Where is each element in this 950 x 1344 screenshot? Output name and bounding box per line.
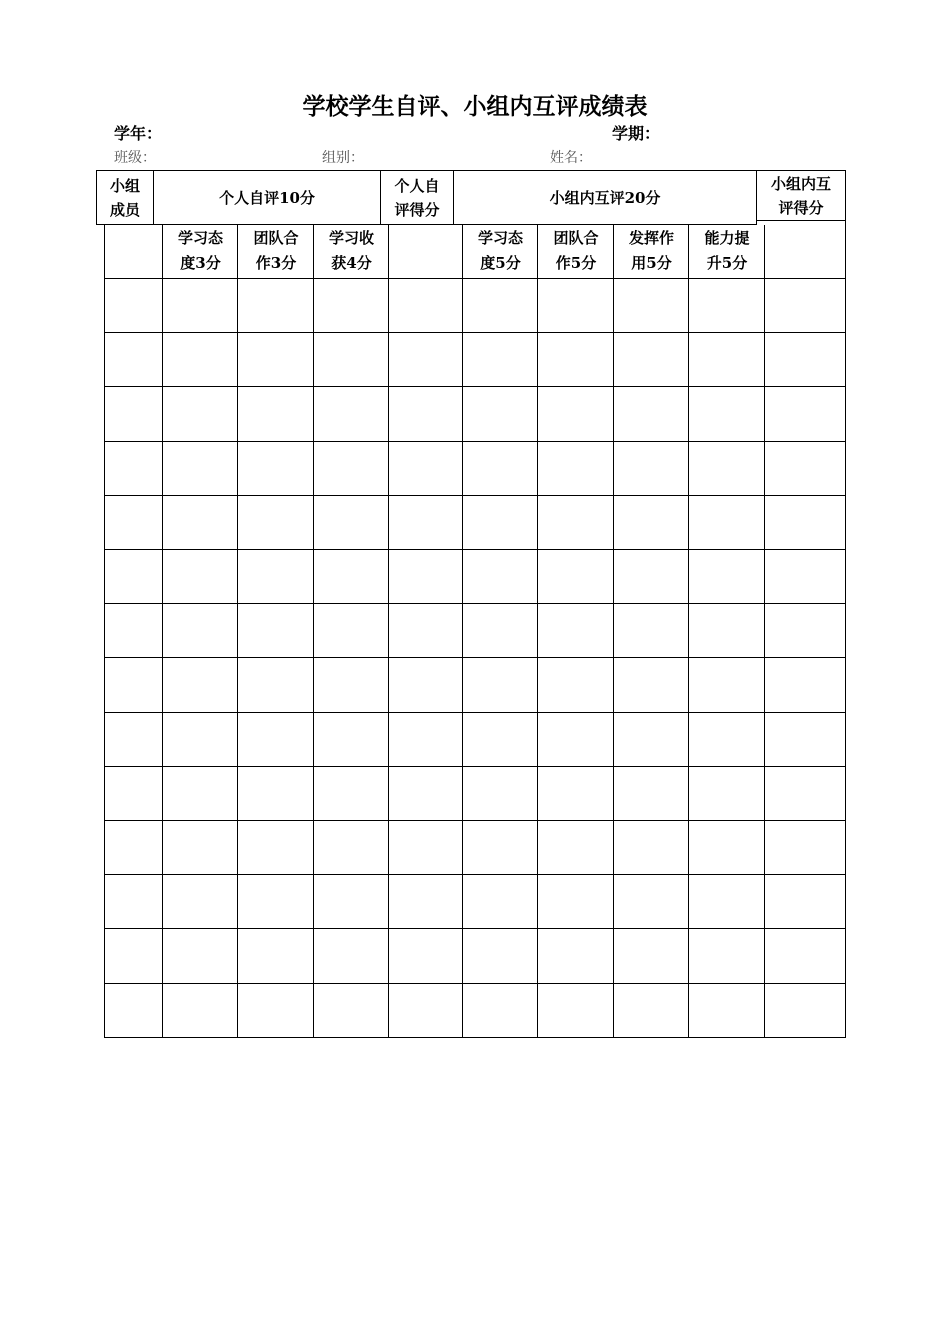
subheader-line: 度5分 — [480, 254, 521, 272]
table-cell[interactable] — [689, 767, 764, 820]
table-cell[interactable] — [765, 333, 845, 386]
table-cell[interactable] — [538, 821, 613, 874]
table-cell[interactable] — [238, 279, 313, 332]
table-cell[interactable] — [689, 821, 764, 874]
table-cell[interactable] — [389, 821, 462, 874]
table-cell[interactable] — [689, 387, 764, 440]
table-cell[interactable] — [105, 442, 162, 495]
subheader-line: 度3分 — [180, 254, 221, 272]
table-cell[interactable] — [163, 333, 237, 386]
term-label: 学期： — [612, 124, 661, 143]
header-self-score-line2: 评得分 — [394, 200, 440, 219]
table-cell[interactable] — [163, 875, 237, 928]
header-peer-eval — [453, 170, 757, 225]
table-cell[interactable] — [238, 442, 313, 495]
table-cell[interactable] — [614, 496, 688, 549]
table-cell[interactable] — [689, 604, 764, 657]
table-cell[interactable] — [105, 929, 162, 982]
table-cell[interactable] — [463, 550, 537, 603]
table-cell[interactable] — [765, 279, 845, 332]
table-cell[interactable] — [105, 767, 162, 820]
table-cell[interactable] — [689, 984, 764, 1037]
table-cell[interactable] — [105, 333, 162, 386]
table-cell[interactable] — [538, 875, 613, 928]
table-cell[interactable] — [689, 442, 764, 495]
table-cell[interactable] — [389, 442, 462, 495]
table-cell[interactable] — [463, 875, 537, 928]
table-cell[interactable] — [314, 929, 388, 982]
table-cell[interactable] — [163, 713, 237, 766]
table-cell[interactable] — [765, 550, 845, 603]
subheader-line: 升5分 — [706, 254, 748, 272]
class-label: 班级： — [114, 150, 156, 166]
subheader-line: 学习态 — [477, 229, 523, 247]
table-cell[interactable] — [238, 875, 313, 928]
subheader-line: 团队合 — [253, 229, 299, 247]
table-cell[interactable] — [314, 658, 388, 711]
year-label: 学年： — [114, 124, 163, 143]
table-cell[interactable] — [389, 496, 462, 549]
table-cell[interactable] — [238, 550, 313, 603]
table-cell[interactable] — [765, 604, 845, 657]
table-cell[interactable] — [105, 604, 162, 657]
table-cell[interactable] — [765, 821, 845, 874]
table-cell[interactable] — [614, 442, 688, 495]
table-cell[interactable] — [105, 279, 162, 332]
header-peer-score-line1: 小组内互 — [770, 174, 831, 193]
table-cell[interactable] — [538, 658, 613, 711]
table-cell[interactable] — [463, 279, 537, 332]
subheader-line: 用5分 — [631, 254, 672, 272]
table-cell[interactable] — [314, 604, 388, 657]
table-cell[interactable] — [389, 713, 462, 766]
table-cell[interactable] — [105, 658, 162, 711]
table-cell[interactable] — [689, 713, 764, 766]
table-cell[interactable] — [463, 713, 537, 766]
table-cell[interactable] — [238, 496, 313, 549]
header-members — [96, 170, 154, 225]
table-cell[interactable] — [105, 984, 162, 1037]
table-cell[interactable] — [614, 875, 688, 928]
table-cell[interactable] — [314, 279, 388, 332]
table-cell[interactable] — [163, 550, 237, 603]
table-cell[interactable] — [689, 658, 764, 711]
table-cell[interactable] — [689, 496, 764, 549]
table-cell[interactable] — [614, 658, 688, 711]
subheader-self-gain — [314, 226, 389, 276]
table-cell[interactable] — [614, 929, 688, 982]
table-cell[interactable] — [314, 767, 388, 820]
table-cell[interactable] — [614, 984, 688, 1037]
table-cell[interactable] — [538, 442, 613, 495]
table-cell[interactable] — [689, 550, 764, 603]
table-cell[interactable] — [163, 279, 237, 332]
subheader-peer-attitude — [463, 226, 538, 276]
table-cell[interactable] — [389, 767, 462, 820]
group-label: 组别： — [322, 150, 364, 166]
table-cell[interactable] — [314, 442, 388, 495]
table-cell[interactable] — [538, 387, 613, 440]
table-cell[interactable] — [538, 984, 613, 1037]
table-cell[interactable] — [463, 821, 537, 874]
table-cell[interactable] — [765, 929, 845, 982]
grid-hline — [104, 1037, 846, 1038]
table-cell[interactable] — [765, 713, 845, 766]
table-cell[interactable] — [238, 767, 313, 820]
header-self-eval — [153, 170, 381, 225]
subheader-peer-teamwork — [538, 226, 614, 276]
table-cell[interactable] — [689, 875, 764, 928]
table-cell[interactable] — [614, 550, 688, 603]
table-cell[interactable] — [765, 767, 845, 820]
table-cell[interactable] — [105, 550, 162, 603]
table-cell[interactable] — [389, 984, 462, 1037]
table-cell[interactable] — [389, 550, 462, 603]
table-cell[interactable] — [689, 333, 764, 386]
table-cell[interactable] — [765, 442, 845, 495]
subheader-line: 发挥作 — [628, 229, 674, 247]
header-peer-score — [756, 170, 846, 221]
table-cell[interactable] — [238, 821, 313, 874]
subheader-line: 能力提 — [704, 229, 750, 247]
table-cell[interactable] — [238, 387, 313, 440]
table-cell[interactable] — [614, 279, 688, 332]
table-cell[interactable] — [105, 821, 162, 874]
grid-vline — [845, 221, 846, 1038]
table-cell[interactable] — [463, 929, 537, 982]
table-cell[interactable] — [163, 387, 237, 440]
table-cell[interactable] — [314, 821, 388, 874]
page-title: 学校学生自评、小组内互评成绩表 — [302, 93, 648, 120]
subheader-self-attitude — [163, 226, 238, 276]
table-cell[interactable] — [389, 333, 462, 386]
table-cell[interactable] — [765, 984, 845, 1037]
table-cell[interactable] — [389, 875, 462, 928]
table-cell[interactable] — [765, 875, 845, 928]
table-cell[interactable] — [538, 767, 613, 820]
table-cell[interactable] — [463, 604, 537, 657]
table-cell[interactable] — [614, 821, 688, 874]
table-cell[interactable] — [238, 713, 313, 766]
subheader-peer-role — [614, 226, 689, 276]
subheader-self-teamwork — [238, 226, 314, 276]
table-cell[interactable] — [689, 929, 764, 982]
header-peer-eval-text: 小组内互评20分 — [549, 188, 661, 207]
table-cell[interactable] — [765, 387, 845, 440]
table-cell[interactable] — [463, 442, 537, 495]
table-cell[interactable] — [238, 604, 313, 657]
subheader-line: 作5分 — [555, 254, 597, 272]
table-cell[interactable] — [163, 767, 237, 820]
subheader-line: 获4分 — [331, 254, 372, 272]
table-cell[interactable] — [689, 279, 764, 332]
header-self-score — [380, 170, 454, 225]
table-cell[interactable] — [538, 713, 613, 766]
table-cell[interactable] — [389, 387, 462, 440]
table-cell[interactable] — [389, 929, 462, 982]
table-cell[interactable] — [314, 333, 388, 386]
table-cell[interactable] — [463, 387, 537, 440]
table-cell[interactable] — [389, 279, 462, 332]
table-cell[interactable] — [538, 496, 613, 549]
header-peer-score-line2: 评得分 — [778, 198, 824, 217]
table-cell[interactable] — [538, 333, 613, 386]
header-self-score-line1: 个人自 — [394, 176, 440, 195]
table-cell[interactable] — [538, 279, 613, 332]
table-cell[interactable] — [105, 496, 162, 549]
table-cell[interactable] — [105, 875, 162, 928]
table-cell[interactable] — [614, 604, 688, 657]
table-cell[interactable] — [614, 333, 688, 386]
table-cell[interactable] — [463, 496, 537, 549]
table-cell[interactable] — [238, 333, 313, 386]
table-cell[interactable] — [314, 387, 388, 440]
table-cell[interactable] — [614, 713, 688, 766]
header-self-eval-text: 个人自评10分 — [219, 188, 315, 207]
table-cell[interactable] — [314, 496, 388, 549]
table-cell[interactable] — [314, 984, 388, 1037]
table-cell[interactable] — [163, 984, 237, 1037]
table-cell[interactable] — [765, 496, 845, 549]
subheader-peer-ability — [689, 226, 765, 276]
table-cell[interactable] — [463, 333, 537, 386]
table-cell[interactable] — [238, 658, 313, 711]
table-cell[interactable] — [538, 604, 613, 657]
table-cell[interactable] — [105, 387, 162, 440]
subheader-line: 作3分 — [255, 254, 297, 272]
table-cell[interactable] — [765, 658, 845, 711]
table-cell[interactable] — [238, 984, 313, 1037]
table-cell[interactable] — [238, 929, 313, 982]
table-cell[interactable] — [105, 713, 162, 766]
header-members-line1: 小组 — [109, 176, 140, 195]
table-cell[interactable] — [538, 929, 613, 982]
table-cell[interactable] — [163, 658, 237, 711]
table-cell[interactable] — [463, 658, 537, 711]
table-cell[interactable] — [163, 604, 237, 657]
table-cell[interactable] — [163, 929, 237, 982]
table-cell[interactable] — [614, 387, 688, 440]
table-cell[interactable] — [463, 984, 537, 1037]
table-cell[interactable] — [389, 604, 462, 657]
subheader-line: 学习态 — [177, 229, 223, 247]
table-cell[interactable] — [538, 550, 613, 603]
table-cell[interactable] — [389, 658, 462, 711]
table-cell[interactable] — [163, 821, 237, 874]
subheader-line: 学习收 — [328, 229, 374, 247]
table-cell[interactable] — [314, 713, 388, 766]
table-cell[interactable] — [614, 767, 688, 820]
table-cell[interactable] — [163, 442, 237, 495]
table-cell[interactable] — [163, 496, 237, 549]
table-cell[interactable] — [314, 875, 388, 928]
name-label: 姓名： — [550, 150, 592, 166]
table-cell[interactable] — [463, 767, 537, 820]
table-cell[interactable] — [314, 550, 388, 603]
header-members-line2: 成员 — [109, 200, 140, 219]
subheader-line: 团队合 — [553, 229, 599, 247]
